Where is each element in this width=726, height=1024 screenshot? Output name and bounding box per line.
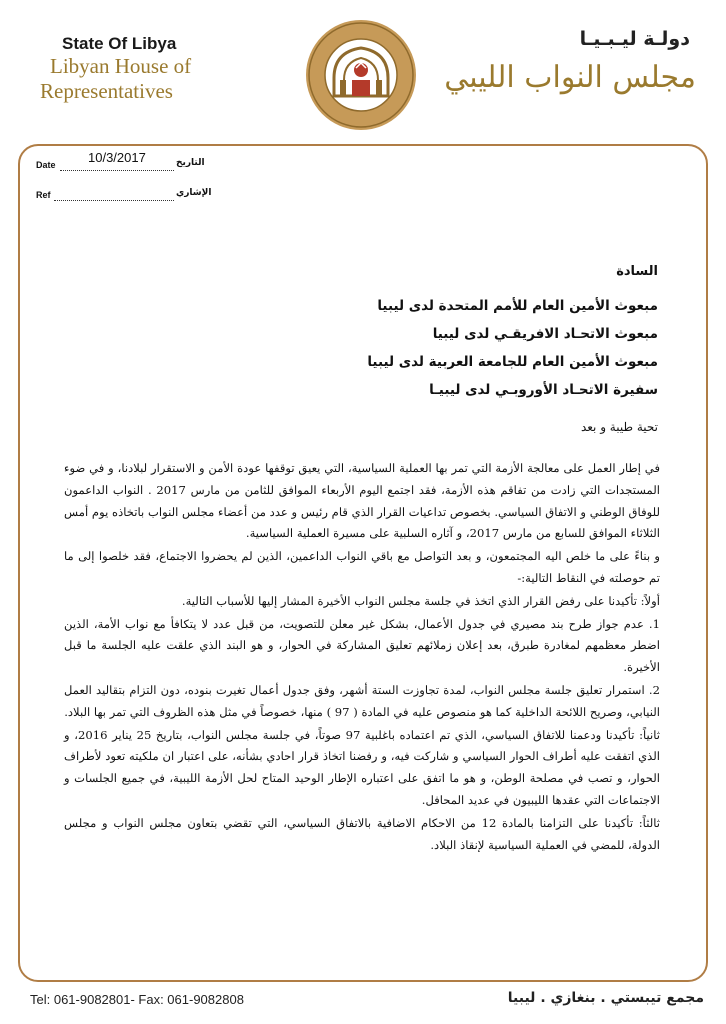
recipient-un-envoy: مبعوث الأمين العام للأمم المتحدة لدى ليبيا (377, 298, 658, 314)
recipient-au-envoy: مبعوث الاتحـاد الافريقـي لدى ليبيا (432, 326, 658, 342)
recipient-list (367, 292, 658, 404)
body-point-second: ثانياً: تأكيدنا ودعمنا للاتفاق السياسي، الذي تم اعتماده باغلبية 97 صوتاً، في جلسة مجلس النواب، بتاريخ 25 يناير 2016، و الذي اتفقت عليه أطراف الحوار السياسي و شاركت فيه، و رفضنا اتخاذ قرار احادي بشأنه، على اعتبار ان ملكيته تعود لأطراف الحوار، و تصب في مصلحة الوطن، و هو ما اتفق على اعتباره الإطار الوحيد المتاح لحل الأزمة الليبية، في جميع الجلسات و الاجتماعات التي عقدها الليبيون في عديد المحافل. (64, 727, 660, 807)
ref-label-ar: الإشاري (176, 188, 212, 198)
letter-body (64, 458, 660, 857)
date-label-en: Date (36, 160, 56, 170)
body-point-first-reason-1: 1. عدم جواز طرح بند مصيري في جدول الأعمال، بشكل غير معلن للتصويت، من قبل عدد لا يتكافأ مع نواب الأمة، الذين اضطر معظمهم لمغادرة طبرق، بعد إعلان زملائهم تعليق المشاركة في الحوار، و هو البند الذي علقت عليه الجلسة ما قبل الأخيرة. (64, 616, 660, 675)
house-name-en-line2: Representatives (40, 79, 173, 103)
house-seal-logo (304, 18, 418, 132)
state-of-libya-ar: دولـة ليـبـيـا (579, 28, 690, 50)
body-point-third: ثالثاً: تأكيدنا على التزامنا بالمادة 12 من الاحكام الاضافية بالاتفاق السياسي، التي تقضي بتعاون مجلس النواب و مجلس الدولة، للمضي في العملية السياسية لإنقاذ البلاد. (64, 815, 660, 852)
date-label-ar: التاريخ (176, 158, 205, 168)
footer-address-ar: مجمع تيبستي . بنغازي . ليبيا (507, 990, 704, 1006)
house-name-ar: مجلس النواب الليبي (444, 60, 696, 95)
ref-dotted-line (54, 194, 174, 201)
date-dotted-line (60, 164, 174, 171)
recipient-arab-league-envoy: مبعوث الأمين العام للجامعة العربية لدى ليبيا (367, 354, 658, 370)
body-paragraph-intro: في إطار العمل على معالجة الأزمة التي تمر بها العملية السياسية، التي يعيق توقفها عودة الأمن و الاستقرار لبلادنا، و في ضوء المستجدات التي زادت من تفاقم هذه الأزمة، فقد اجتمع اليوم الأربعاء الموافق للثامن من مارس 2017 . النواب الداعمون للوفاق الوطني و الاتفاق السياسي. بخصوص تداعيات القرار الذي قام رئيس و عدد من أعضاء مجلس النواب باتخاذه يوم أمس الثلاثاء الموافق للسابع من مارس 2017، و آثاره السلبية على مسيرة العملية السياسية. (64, 461, 661, 541)
body-point-first-reason-2: 2. استمرار تعليق جلسة مجلس النواب، لمدة تجاوزت الستة أشهر، وفق جدول أعمال تغيرت بنوده، دون التزام بتقاليد العمل النيابي، وصريح اللائحة الداخلية كما هو منصوص عليه في المادة ( 97 ) منها، خصوصاً في مثل هذه الظروف التي تمر بها البلاد. (64, 682, 660, 719)
seal-emblem-icon (354, 63, 368, 77)
body-paragraph-conclusion: و بناءً على ما خلص اليه المجتمعون، و بعد التواصل مع باقي النواب الداعمين، الذين لم يحضروا الاجتماع، فقد خلصوا إلى ما تم حوصلته في النقاط التالية:- (64, 549, 660, 585)
salutation: السادة (616, 264, 658, 279)
recipient-eu-ambassador: سفيرة الاتحـاد الأوروبـي لدى ليبيـا (429, 382, 658, 398)
footer-contact: Tel: 061-9082801- Fax: 061-9082808 (30, 992, 244, 1007)
state-of-libya-en: State Of Libya (62, 34, 177, 53)
body-point-first: أولاً: تأكيدنا على رفض القرار الذي اتخذ في جلسة مجلس النواب الأخيرة المشار إليها للأسباب التالية. (181, 593, 660, 608)
ref-label-en: Ref (36, 190, 51, 200)
house-name-en-line1: Libyan House of (50, 54, 192, 78)
date-value: 10/3/2017 (88, 150, 146, 165)
greeting: تحية طيبة و بعد (580, 420, 658, 434)
